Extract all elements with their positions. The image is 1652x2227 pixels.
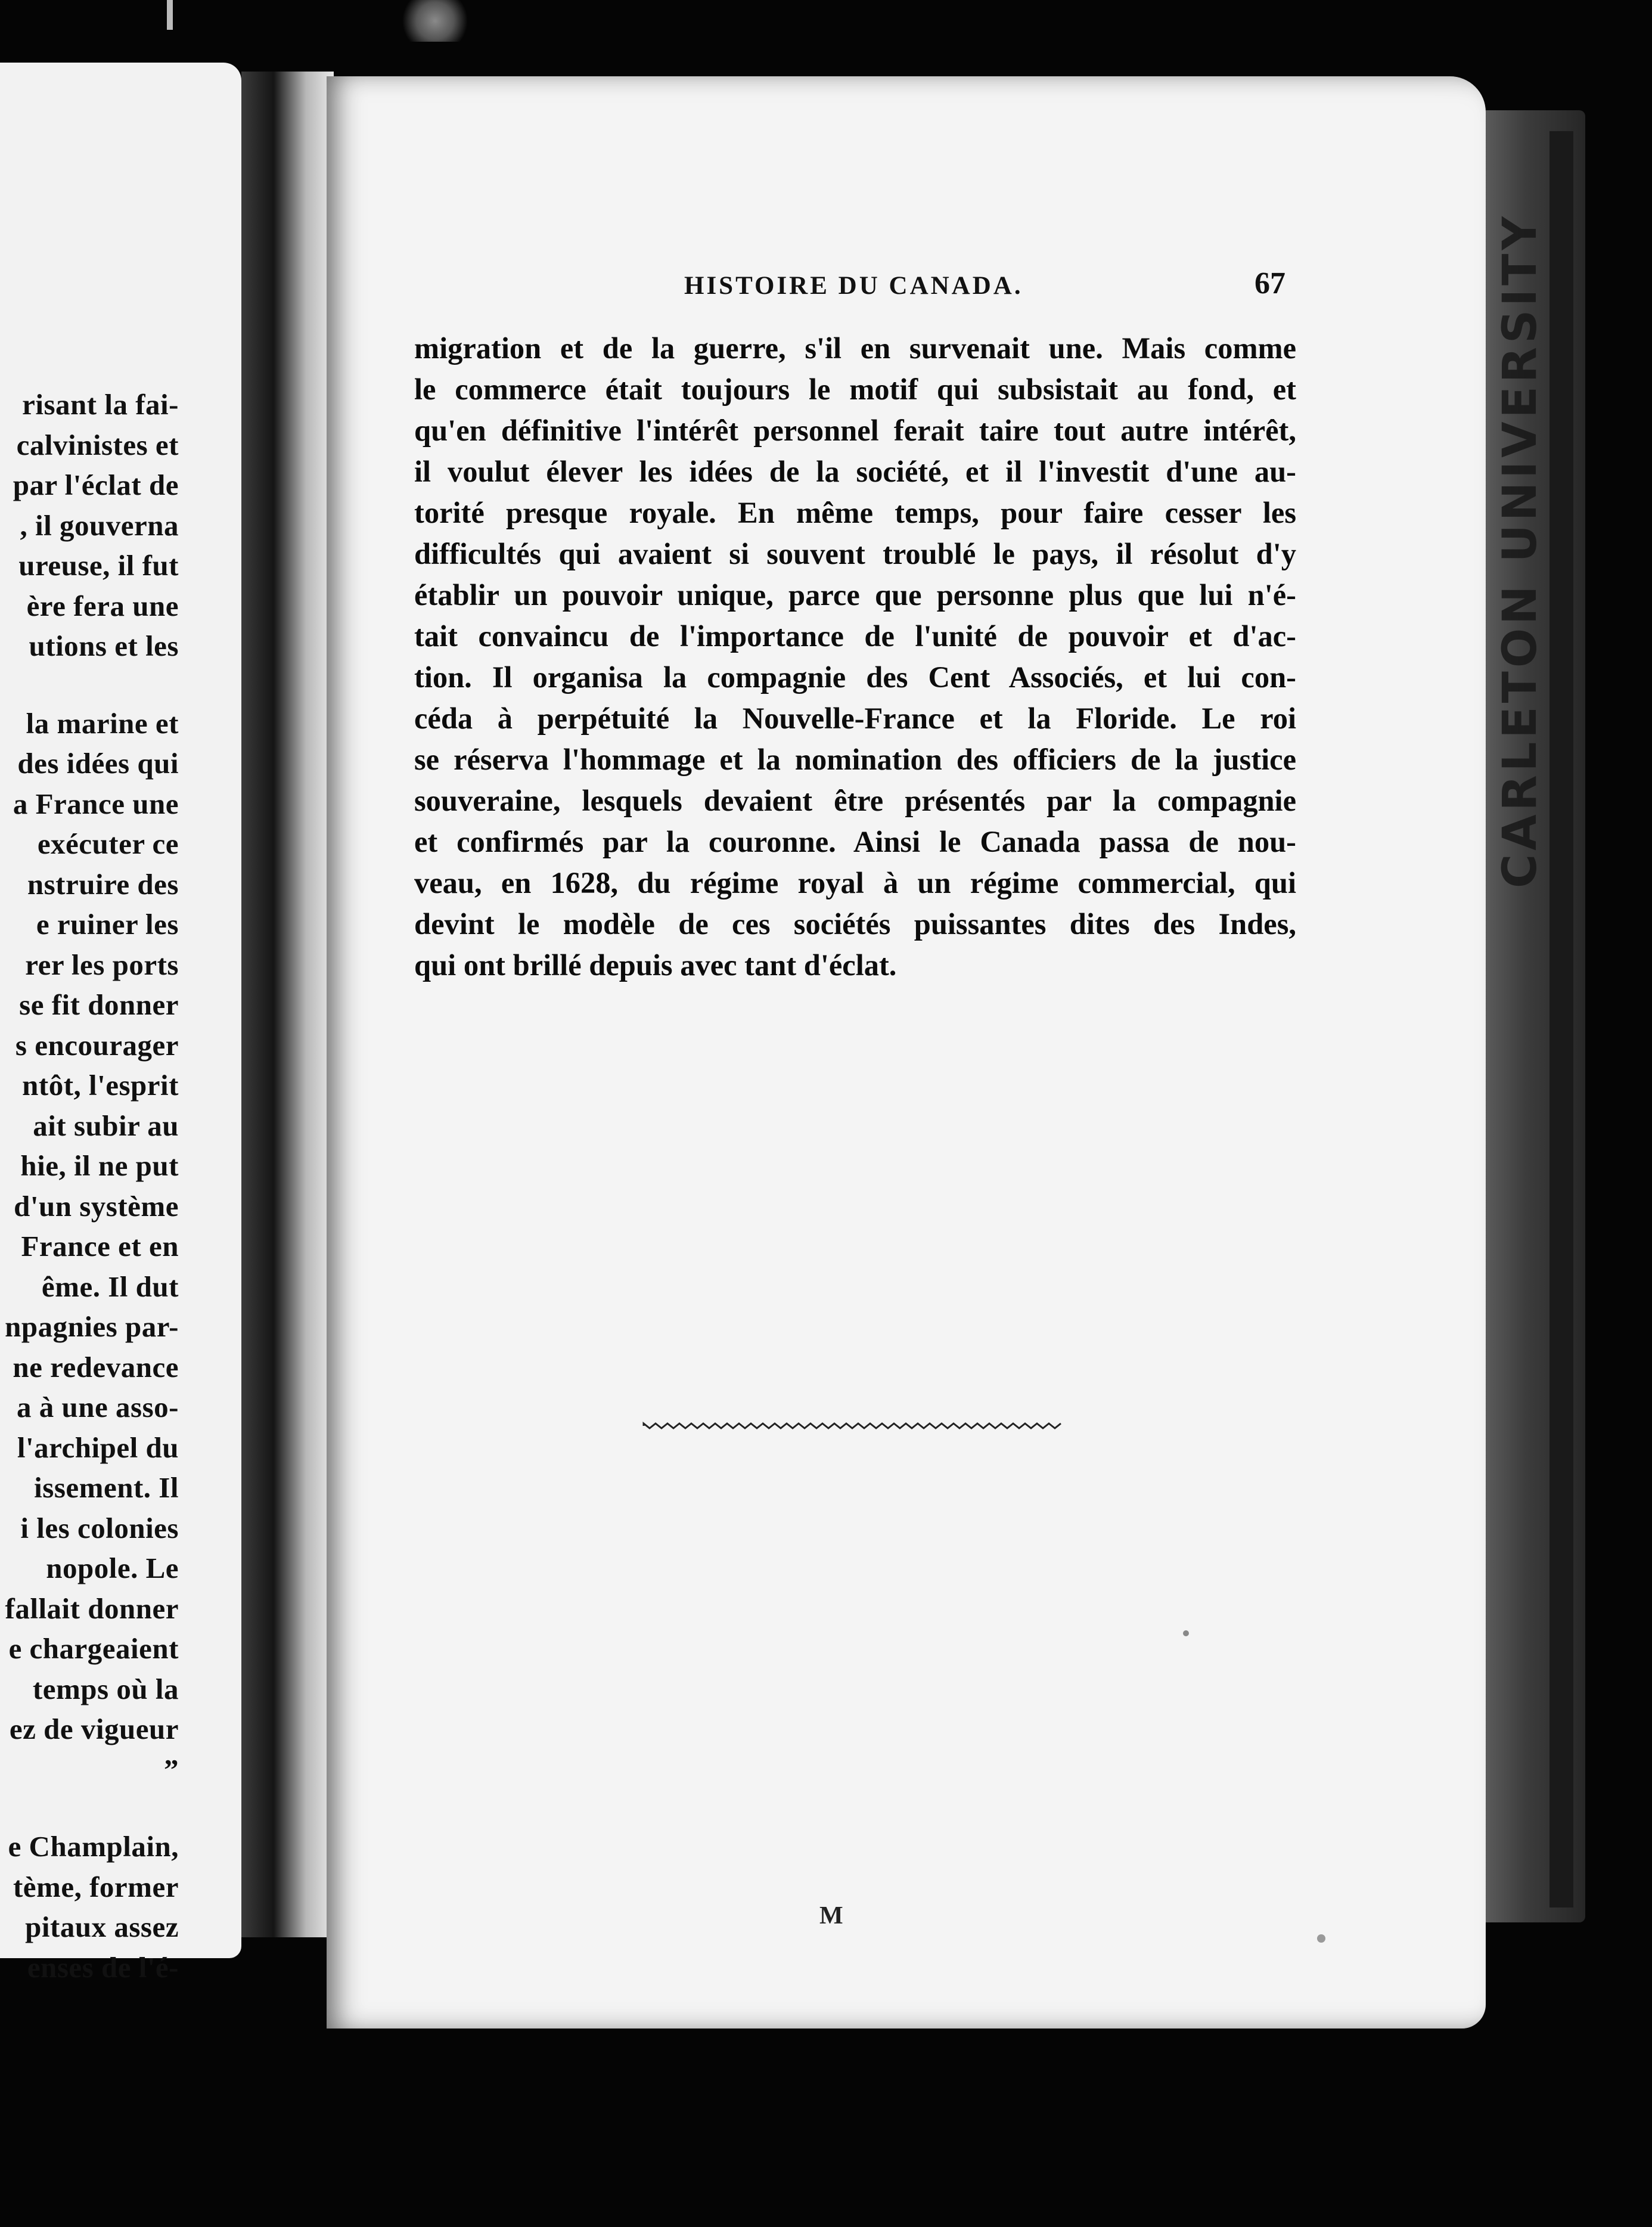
body-line: qui ont brillé depuis avec tant d'éclat.	[414, 948, 897, 982]
body-line: migration et de la guerre, s'il en survenait une. Mais comme	[414, 331, 1296, 365]
body-line: et confirmés par la couronne. Ainsi le Canada passa de nou-	[414, 825, 1296, 858]
left-page-line: a à une asso-	[17, 1391, 179, 1423]
left-page-text	[5, 384, 179, 1987]
left-page-line: se fit donner	[19, 988, 179, 1021]
body-line: qu'en définitive l'intérêt personnel ferait taire tout autre intérêt,	[414, 414, 1296, 447]
body-line: tait convaincu de l'importance de l'unité de pouvoir et d'ac-	[414, 619, 1296, 653]
left-page-line: temps où la	[32, 1672, 179, 1705]
left-page-line: ait subir au	[33, 1109, 179, 1142]
left-page-line: ême. Il dut	[41, 1270, 179, 1303]
left-page-line: des idées qui	[17, 747, 179, 780]
left-page-line: npagnies par-	[5, 1310, 179, 1343]
left-page-line: exécuter ce	[37, 827, 179, 860]
left-page-line: risant la fai-	[22, 388, 179, 421]
body-line: céda à perpétuité la Nouvelle-France et la Floride. Le roi	[414, 702, 1296, 735]
body-line: souveraine, lesquels devaient être présentés par la compagnie	[414, 784, 1296, 817]
paragraph-gap	[5, 1789, 179, 1826]
body-line: difficultés qui avaient si souvent troublé le pays, il résolut d'y	[414, 537, 1296, 570]
scan-speck	[1317, 1934, 1325, 1943]
left-page-line: calvinistes et	[16, 428, 179, 461]
page-block-stripe	[1549, 131, 1573, 1907]
running-head: HISTOIRE DU CANADA.	[684, 272, 1023, 300]
left-page-line: ne redevance	[13, 1350, 179, 1384]
body-line: veau, en 1628, du régime royal à un régime commercial, qui	[414, 866, 1296, 900]
scan-dust	[167, 0, 173, 30]
left-page-line: e ruiner les	[36, 908, 179, 941]
left-page-line: rer les ports	[25, 948, 179, 981]
left-page-line: tème, former	[13, 1870, 179, 1903]
body-line: établir un pouvoir unique, parce que personne plus que lui n'é-	[414, 578, 1296, 612]
left-page-line: l'archipel du	[17, 1431, 179, 1464]
book-gutter	[241, 72, 334, 1937]
page-number: 67	[1254, 266, 1285, 300]
left-page-line: par l'éclat de	[13, 469, 179, 501]
left-page	[0, 63, 241, 1984]
left-page-line: d'un système	[14, 1189, 179, 1223]
scan-dust	[393, 0, 477, 42]
left-page-line: i les colonies	[20, 1511, 179, 1544]
left-page-line: nstruire des	[27, 867, 179, 901]
body-line: torité presque royale. En même temps, pour faire cesser les	[414, 496, 1296, 529]
left-page-line: , il gouverna	[20, 508, 179, 542]
left-page-line: pitaux assez	[25, 1910, 179, 1943]
printer-signature-mark: M	[819, 1902, 843, 1930]
paragraph-gap	[5, 666, 179, 703]
left-page-line: ez de vigueur	[9, 1713, 179, 1745]
left-page-line: ère fera une	[26, 589, 179, 622]
left-page-line: France et en	[21, 1230, 179, 1263]
left-page-line: utions et les	[29, 629, 179, 662]
left-page-line: a France une	[13, 787, 179, 820]
left-page-line: ureuse, il fut	[18, 549, 179, 582]
left-page-line: enses de l'é-	[27, 1950, 179, 1984]
body-line: se réserva l'hommage et la nomination des officiers de la justice	[414, 743, 1296, 776]
body-line: le commerce était toujours le motif qui subsistait au fond, et	[414, 373, 1296, 406]
body-line: tion. Il organisa la compagnie des Cent Associés, et lui con-	[414, 660, 1296, 694]
left-page-line: e chargeaient	[8, 1632, 179, 1665]
scan-speck	[1183, 1630, 1189, 1636]
left-page-line: nopole. Le	[46, 1552, 179, 1584]
left-page-line: issement. Il	[34, 1471, 179, 1504]
body-line: devint le modèle de ces sociétés puissantes dites des Indes,	[414, 907, 1296, 941]
body-text	[414, 328, 1296, 986]
left-page-line: s encourager	[15, 1028, 179, 1062]
decorative-wavy-rule	[644, 1419, 1061, 1433]
left-page-line: ”	[164, 1753, 179, 1786]
left-page-line: ntôt, l'esprit	[22, 1069, 179, 1102]
library-stamp-text: CARLETON UNIVERSITY	[1493, 213, 1547, 888]
left-page-line: e Champlain,	[8, 1830, 179, 1863]
left-page-line: fallait donner	[5, 1592, 179, 1625]
left-page-line: la marine et	[26, 706, 179, 740]
body-line: il voulut élever les idées de la société, et il l'investit d'une au-	[414, 455, 1296, 488]
left-page-line: hie, il ne put	[20, 1149, 179, 1182]
